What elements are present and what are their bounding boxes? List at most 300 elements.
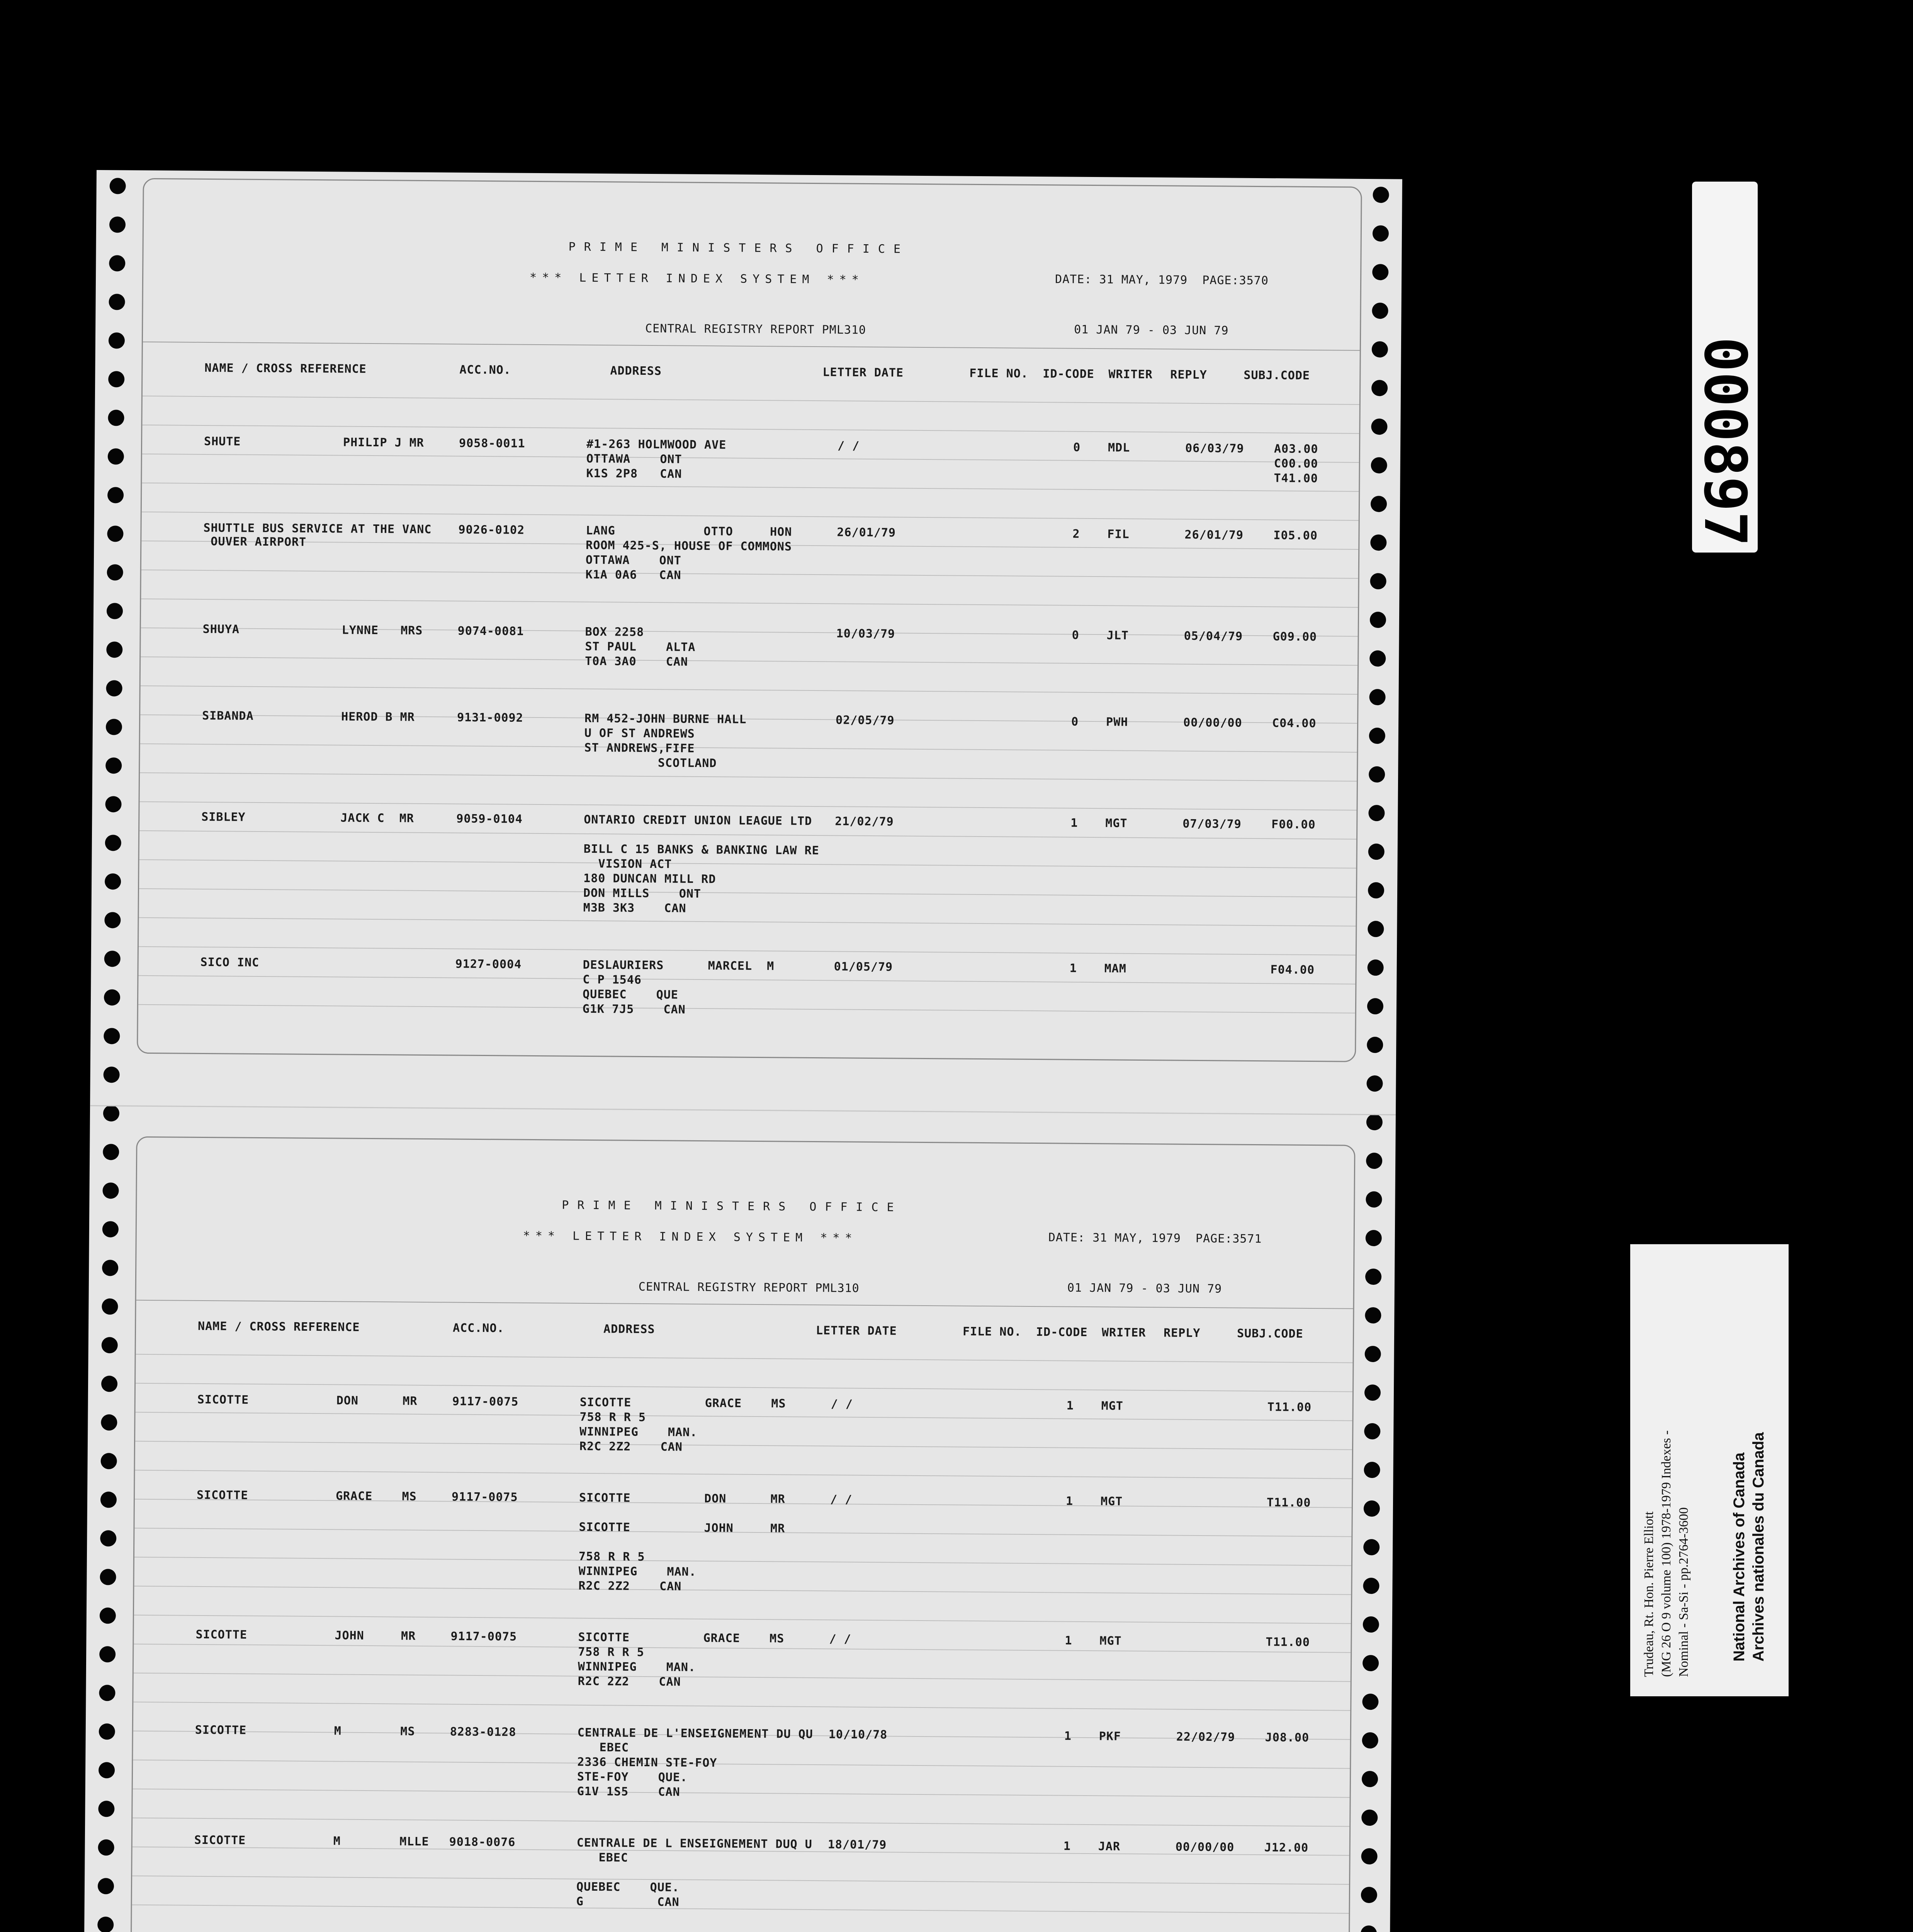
feed-hole [1373,187,1389,203]
system-title: *** LETTER INDEX SYSTEM *** [523,1229,858,1245]
rule-line [133,1789,1350,1798]
feed-hole [107,564,123,580]
feed-hole [99,1685,115,1701]
entry-address-line: LANG OTTO HON [586,524,792,539]
entry-writer: PWH [1106,715,1128,729]
rule-line [136,1354,1353,1363]
archive-institution-fr: Archives nationales du Canada [1750,1432,1767,1662]
rule-line [135,1470,1352,1479]
rule-line [136,1412,1352,1421]
entry-address-line: 758 R R 5 [579,1410,646,1425]
feed-hole [1373,225,1389,242]
entry-address-line: EBEC [577,1740,629,1755]
entry-given-name: DON MR [336,1394,418,1408]
rule-line [139,946,1356,956]
entry-id-code: 1 [1070,816,1078,830]
rule-line [133,1702,1350,1711]
entry-subj-code: C00.00 [1274,457,1318,471]
feed-hole [1368,805,1385,821]
entry-address-line: SICOTTE JOHN MR [579,1520,785,1536]
printout-sheet [83,170,1402,1932]
feed-hole [104,1066,120,1083]
feed-hole [1362,1732,1378,1748]
feed-hole [98,1839,114,1855]
entry-subj-code: T11.00 [1266,1496,1311,1510]
entry-address-line: VISION ACT [583,857,672,871]
entry-id-code: 1 [1065,1634,1072,1648]
rule-line [143,396,1359,405]
rule-line [140,711,1357,726]
feed-hole [1367,998,1383,1014]
feed-hole [1367,1037,1383,1053]
entry-address-line: STE-FOY QUE. [577,1770,688,1784]
rule-line [134,1586,1351,1595]
report-name: CENTRAL REGISTRY REPORT PML310 [638,1280,860,1295]
entry-address-line: RM 452-JOHN BURNE HALL [584,711,747,726]
feed-hole [105,757,122,774]
entry-given-name: JACK C MR [340,811,415,825]
entry-subj-code: F04.00 [1270,963,1315,977]
feed-hole [103,1105,119,1121]
rule-line [142,454,1359,463]
entry-given-name: M MLLE [333,1834,429,1849]
entry-address-line: SICOTTE GRACE MS [579,1395,786,1411]
feed-hole [106,680,122,696]
report-range: 01 JAN 79 - 03 JUN 79 [1067,1281,1222,1296]
entry-surname: SHUTTLE BUS SERVICE AT THE VANC OUVER AIRPORT [203,521,432,549]
entry-address-line: CENTRALE DE L'ENSEIGNEMENT DU QU [577,1726,813,1742]
feed-hole [1369,766,1385,782]
rule-line [140,772,1357,782]
column-header-subj-code: SUBJ.CODE [1244,368,1310,383]
feed-hole [100,1492,117,1508]
column-header-reply: REPLY [1170,368,1207,382]
feed-hole [1365,1269,1381,1285]
entry-address-line: SICOTTE DON MR [579,1491,785,1506]
feed-hole [99,1762,115,1778]
entry-address-line: WINNIPEG MAN. [578,1660,696,1674]
entry-letter-date: 10/10/78 [828,1728,888,1742]
rule-line [142,425,1359,434]
entry-acc-no: 9117-0075 [452,1395,519,1409]
entry-reply-date: 07/03/79 [1182,817,1242,831]
feed-hole [102,1260,118,1276]
entry-writer: MAM [1104,962,1126,976]
entry-writer: JLT [1106,629,1129,643]
feed-hole [107,603,123,619]
office-title: PRIME MINISTERS OFFICE [568,240,909,256]
feed-hole [106,641,122,658]
feed-hole [102,1298,118,1315]
column-header-letter-date: LETTER DATE [822,366,904,380]
rule-line [134,1673,1351,1682]
feed-hole [1364,1423,1380,1439]
rule-line [133,1818,1349,1827]
feed-hole [1361,1925,1377,1932]
entry-letter-date: 21/02/79 [835,815,894,829]
entry-acc-no: 9059-0104 [456,812,523,826]
entry-address-line: #1-263 HOLMWOOD AVE [586,437,727,452]
feed-hole [1361,1887,1377,1903]
feed-hole [1370,573,1386,589]
archive-label-card [1630,1244,1789,1696]
entry-given-name: M MS [334,1724,415,1738]
feed-hole [101,1453,117,1469]
entry-address-line: 180 DUNCAN MILL RD [583,871,716,886]
feed-hole [97,1917,114,1932]
entry-address-line: U OF ST ANDREWS [584,726,695,741]
feed-hole [1372,264,1388,280]
entry-address-line: SICOTTE GRACE MS [578,1630,785,1646]
rule-line [136,1300,1353,1309]
feed-hole [100,1607,116,1624]
date-page: DATE: 31 MAY, 1979 PAGE:3571 [1048,1231,1262,1246]
feed-hole [100,1530,116,1546]
entry-address-line: QUEBEC QUE. [576,1880,680,1895]
rule-line [134,1557,1351,1566]
column-header-name: NAME / CROSS REFERENCE [204,361,367,376]
entry-address-line: CENTRALE DE L ENSEIGNEMENT DUQ U [576,1836,812,1852]
entry-writer: MGT [1100,1495,1123,1509]
entry-address-line: R2C 2Z2 CAN [578,1674,681,1689]
rule-line [139,888,1356,898]
entry-acc-no: 9117-0075 [450,1629,517,1644]
feed-hole [1371,418,1387,435]
entry-address-line: R2C 2Z2 CAN [579,1439,683,1454]
entry-surname: SHUTE [204,434,241,449]
entry-reply-date: 00/00/00 [1183,716,1242,730]
entry-address-line: G1K 7J5 CAN [582,1002,686,1017]
feed-hole [99,1646,116,1662]
entry-acc-no: 9058-0011 [459,436,525,451]
office-title: PRIME MINISTERS OFFICE [562,1198,902,1214]
feed-hole [103,1144,119,1160]
entry-subj-code: A03.00 [1274,442,1318,456]
column-header-letter-date: LETTER DATE [815,1324,897,1338]
feed-hole [109,216,126,233]
rule-line [140,743,1357,753]
system-title: *** LETTER INDEX SYSTEM *** [529,270,864,287]
entry-address-line: SCOTLAND [584,755,717,770]
feed-hole [1369,650,1386,667]
entry-writer: PKF [1099,1730,1121,1743]
feed-hole [1369,689,1385,705]
entry-letter-date: / / [837,439,860,453]
entry-subj-code: T11.00 [1266,1635,1310,1650]
entry-letter-date: 01/05/79 [834,960,893,974]
feed-hole [1366,1191,1382,1208]
entry-id-code: 0 [1071,715,1079,729]
entry-address-line: 2336 CHEMIN STE-FOY [577,1755,717,1770]
rule-line [141,685,1357,695]
feed-hole [1368,959,1384,976]
column-header-acc: ACC.NO. [452,1321,505,1335]
rule-line [139,830,1356,840]
column-header-acc: ACC.NO. [459,363,511,377]
archive-label-line-2: (MG 26 O 9 volume 100) 1978-1979 Indexes - [1659,1430,1673,1677]
entry-writer: JAR [1098,1840,1121,1854]
feed-hole [1363,1655,1379,1671]
entry-surname: SHUYA [202,622,240,636]
feed-hole [1372,341,1388,357]
entry-given-name: LYNNE MRS [341,623,423,638]
entry-reply-date: 26/01/79 [1184,528,1244,542]
feed-hole [1366,1114,1383,1130]
entry-id-code: 0 [1072,628,1079,642]
feed-hole [106,719,122,735]
entry-subj-code: T41.00 [1274,471,1318,486]
entry-acc-no: 8283-0128 [450,1725,516,1739]
column-header-file-no: FILE NO. [962,1325,1022,1339]
feed-hole [1364,1500,1380,1517]
rule-line [142,512,1359,521]
column-header-writer: WRITER [1101,1326,1146,1340]
entry-surname: SICO INC [200,955,260,969]
rule-line [141,570,1358,579]
entry-address-line: ONTARIO CREDIT UNION LEAGUE LTD [584,813,812,828]
column-header-file-no: FILE NO. [969,366,1028,381]
frame-number-label [1692,182,1758,553]
entry-address-line: ST ANDREWS,FIFE [584,741,695,755]
column-header-subj-code: SUBJ.CODE [1237,1327,1303,1341]
entry-id-code: 1 [1063,1839,1071,1853]
entry-address-line: WINNIPEG MAN. [578,1564,697,1579]
rule-line [138,975,1355,985]
feed-hole [1361,1810,1378,1826]
feed-hole [105,835,121,851]
entry-given-name: JOHN MR [335,1629,416,1643]
feed-hole [102,1182,119,1199]
entry-letter-date: / / [831,1397,853,1411]
entry-id-code: 1 [1065,1494,1074,1508]
feed-hole [1362,1694,1378,1710]
report-page-3571 [130,1136,1355,1932]
rule-line [132,1905,1349,1914]
feed-hole [1371,457,1387,473]
entry-surname: SICOTTE [197,1393,249,1407]
entry-reply-date: 06/03/79 [1185,441,1244,456]
report-name: CENTRAL REGISTRY REPORT PML310 [645,321,866,337]
report-page-3570 [137,178,1362,1062]
entry-given-name: GRACE MS [335,1489,417,1503]
feed-hole [101,1414,117,1430]
entry-letter-date: / / [829,1632,851,1646]
feed-hole [98,1801,114,1817]
entry-surname: SIBLEY [201,810,246,824]
feed-hole [108,448,124,464]
feed-hole [105,873,121,889]
rule-line [133,1760,1350,1769]
entry-surname: SICOTTE [195,1628,248,1642]
feed-hole [102,1337,118,1353]
feed-hole [1362,1771,1378,1787]
entry-given-name: PHILIP J MR [343,435,424,450]
feed-hole [1365,1307,1381,1323]
entry-letter-date: 02/05/79 [835,713,895,728]
rule-line [140,801,1357,811]
entry-address-line: DON MILLS ONT [583,886,702,901]
rule-line [142,483,1359,492]
rule-line [132,1876,1349,1885]
feed-hole [1365,1346,1381,1362]
tractor-feed-left [83,170,139,1932]
entry-writer: MDL [1108,441,1130,455]
entry-address-line: K1S 2P8 CAN [586,466,682,481]
feed-hole [1366,1153,1382,1169]
feed-hole [1371,496,1387,512]
column-header-id-code: ID-CODE [1036,1325,1088,1339]
entry-surname: SICOTTE [195,1723,247,1737]
entry-reply-date: 00/00/00 [1175,1840,1235,1854]
entry-address-line: C P 1546 [583,973,642,987]
feed-hole [109,294,125,310]
entry-id-code: 0 [1073,440,1081,454]
feed-hole [107,487,124,503]
feed-hole [1368,882,1384,898]
feed-hole [99,1723,115,1740]
entry-address-line: OTTAWA ONT [585,553,681,568]
entry-writer: FIL [1107,527,1130,541]
entry-address-line: QUEBEC QUE [583,987,679,1002]
column-header-address: ADDRESS [610,364,662,378]
entry-address-line: EBEC [576,1850,629,1865]
feed-hole [1368,844,1385,860]
feed-hole [108,410,124,426]
feed-hole [1369,728,1385,744]
feed-hole [109,332,125,349]
feed-hole [1363,1539,1380,1555]
entry-reply-date: 22/02/79 [1176,1730,1235,1744]
entry-address-line: OTTAWA ONT [586,452,682,466]
entry-acc-no: 9131-0092 [457,711,523,725]
rule-line [141,599,1358,608]
entry-address-line: DESLAURIERS MARCEL M [583,958,775,973]
entry-address-line: R2C 2Z2 CAN [578,1579,682,1594]
feed-hole [98,1878,114,1894]
feed-hole [104,951,121,967]
entry-address-line: 758 R R 5 [578,1549,645,1564]
rule-line [138,1004,1355,1014]
feed-hole [101,1376,117,1392]
entry-address-line: BILL C 15 BANKS & BANKING LAW RE [583,842,819,858]
rule-line [139,917,1356,927]
feed-hole [104,912,121,928]
feed-hole [100,1569,116,1585]
entry-address-line: 758 R R 5 [578,1645,644,1659]
entry-address-line: G1V 1S5 CAN [577,1784,680,1799]
entry-subj-code: J12.00 [1264,1841,1309,1855]
entry-surname: SICOTTE [194,1833,246,1847]
entry-id-code: 1 [1069,961,1077,975]
feed-hole [104,989,120,1005]
entry-subj-code: I05.00 [1273,529,1318,543]
entry-address-line: K1A 0A6 CAN [585,568,681,582]
feed-hole [1368,921,1384,937]
entry-subj-code: T11.00 [1267,1400,1312,1415]
entry-writer: MGT [1099,1634,1122,1648]
entry-subj-code: F00.00 [1271,818,1316,832]
rule-line [134,1615,1351,1624]
entry-letter-date: 26/01/79 [837,526,896,540]
entry-acc-no: 9026-0102 [458,523,525,537]
entry-address-line: M3B 3K3 CAN [583,901,686,915]
feed-hole [108,371,124,387]
column-header-name: NAME / CROSS REFERENCE [197,1319,360,1334]
archive-label-line-1: Trudeau, Rt. Hon. Pierre Elliott [1642,1511,1656,1677]
feed-hole [1363,1578,1379,1594]
feed-hole [1363,1616,1379,1633]
report-range: 01 JAN 79 - 03 JUN 79 [1074,323,1229,338]
rule-line [139,859,1356,869]
feed-hole [1366,1230,1382,1246]
frame-number: 000897 [1691,337,1758,546]
page-fold [90,1105,1396,1116]
archive-institution-en: National Archives of Canada [1731,1452,1748,1662]
feed-hole [1364,1462,1380,1478]
rule-line [136,1383,1352,1392]
entry-writer: MGT [1101,1399,1124,1413]
entry-letter-date: / / [830,1493,853,1507]
feed-hole [1370,612,1386,628]
rule-line [135,1441,1352,1450]
entry-address-line: WINNIPEG MAN. [579,1425,698,1439]
column-header-writer: WRITER [1108,367,1153,382]
entry-acc-no: 9127-0004 [455,957,522,971]
entry-address-line: G CAN [576,1895,680,1909]
entry-acc-no: 9074-0081 [457,624,524,638]
feed-hole [102,1221,119,1237]
entry-subj-code: J08.00 [1265,1731,1310,1745]
entry-address-line: BOX 2258 [585,625,644,639]
feed-hole [1371,380,1388,396]
feed-hole [1366,1075,1383,1092]
entry-id-code: 1 [1064,1729,1072,1743]
feed-hole [104,1028,120,1044]
entry-reply-date: 05/04/79 [1184,629,1243,643]
column-header-id-code: ID-CODE [1043,367,1094,381]
rule-line [143,342,1360,351]
feed-hole [1372,303,1388,319]
feed-hole [1370,534,1386,551]
feed-hole [105,796,121,812]
entry-address-line: ST PAUL ALTA [585,639,696,654]
column-header-reply: REPLY [1163,1326,1201,1340]
date-page: DATE: 31 MAY, 1979 PAGE:3570 [1055,272,1269,288]
column-header-address: ADDRESS [603,1322,655,1337]
rule-line [141,628,1358,637]
entry-given-name: HEROD B MR [341,710,415,724]
entry-letter-date: 10/03/79 [836,627,895,641]
feed-hole [1364,1384,1381,1401]
entry-surname: SIBANDA [202,709,254,723]
entry-subj-code: C04.00 [1272,716,1317,731]
entry-address-line: ROOM 425-S, HOUSE OF COMMONS [586,538,792,554]
entry-address-line: T0A 3A0 CAN [585,654,688,669]
entry-subj-code: G09.00 [1273,630,1317,644]
feed-hole [1361,1848,1377,1864]
feed-hole [110,178,126,194]
feed-hole [107,526,123,542]
archive-label-line-3: Nominal - Sa-Si - pp.2764-3600 [1677,1507,1691,1677]
rule-line [141,656,1357,666]
entry-surname: SICOTTE [196,1488,248,1502]
entry-acc-no: 9018-0076 [449,1835,516,1849]
entry-id-code: 1 [1066,1399,1074,1413]
entry-acc-no: 9117-0075 [451,1490,518,1504]
entry-id-code: 2 [1072,527,1080,541]
feed-hole [109,255,125,271]
entry-writer: MGT [1105,816,1128,830]
